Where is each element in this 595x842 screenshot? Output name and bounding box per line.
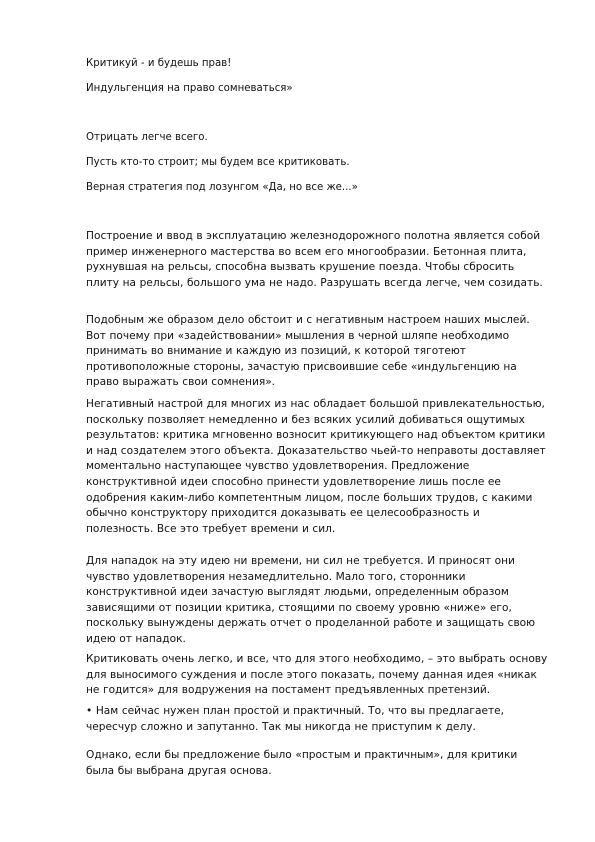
body-paragraph: Для нападок на эту идею ни времени, ни сил не требуется. И приносят они чувство удовлетворения незамедлительно. Мало того, сторонники конструктивной идеи зачастую выглядят людьми, определенным образом зависящими от позиции критика, стоящими по своему уровню «ниже» его, поскольку вынуждены держать отчет о проделанной работе и защищать свою идею от нападок. bbox=[86, 555, 536, 645]
intro-line: Отрицать легче всего. bbox=[86, 132, 208, 143]
body-paragraph: Однако, если бы предложение было «простым и практичным», для критики была бы выбрана другая основа. bbox=[86, 749, 518, 777]
body-paragraph: Негативный настрой для многих из нас обладает большой привлекательностью, поскольку позволяет немедленно и без всяких усилий добиваться ощутимых результатов: критика мгновенно возносит критикующего над объектом критики и над создателем этого объекта. Доказательство чьей-то неправоты доставляет моментально наступающее чувство удовлетворения. Предложение конструктивной идеи способно принести удовлетворение лишь после ее одобрения каким-либо компетентным лицом, после больших трудов, с какими обычно конструктору приходится доказывать ее целесообразность и полезность. Все это требует времени и сил. bbox=[86, 398, 546, 535]
body-paragraph: Критиковать очень легко, и все, что для этого необходимо, – это выбрать основу для выносимого суждения и после этого показать, почему данная идея «никак не годится» для водружения на постамент предъявленных претензий. bbox=[86, 653, 548, 697]
intro-line: Верная стратегия под лозунгом «Да, но все же...» bbox=[86, 182, 358, 193]
document-subtitle: Индульгенция на право сомневаться» bbox=[86, 83, 293, 94]
body-paragraph: Подобным же образом дело обстоит и с негативным настроем наших мыслей. Вот почему при «задействовании» мышления в черной шляпе необходимо принимать во внимание и каждую из позиций, к которой тяготеют противоположные стороны, зачастую присвоившие себе «индульгенцию на право выражать свои сомнения». bbox=[86, 314, 530, 389]
document-title: Критикуй - и будешь прав! bbox=[86, 58, 232, 69]
body-paragraph: Построение и ввод в эксплуатацию железнодорожного полотна является собой пример инженерного мастерства во всем его многообразии. Бетонная плита, рухнувшая на рельсы, способна вызвать крушение поезда. Чтобы сбросить плиту на рельсы, большого ума не надо. Разрушать всегда легче, чем созидать. bbox=[86, 230, 543, 289]
intro-line: Пусть кто-то строит; мы будем все критиковать. bbox=[86, 157, 350, 168]
bullet-paragraph: • Нам сейчас нужен план простой и практичный. То, что вы предлагаете, чересчур сложно и запутанно. Так мы никогда не приступим к делу. bbox=[86, 705, 505, 733]
